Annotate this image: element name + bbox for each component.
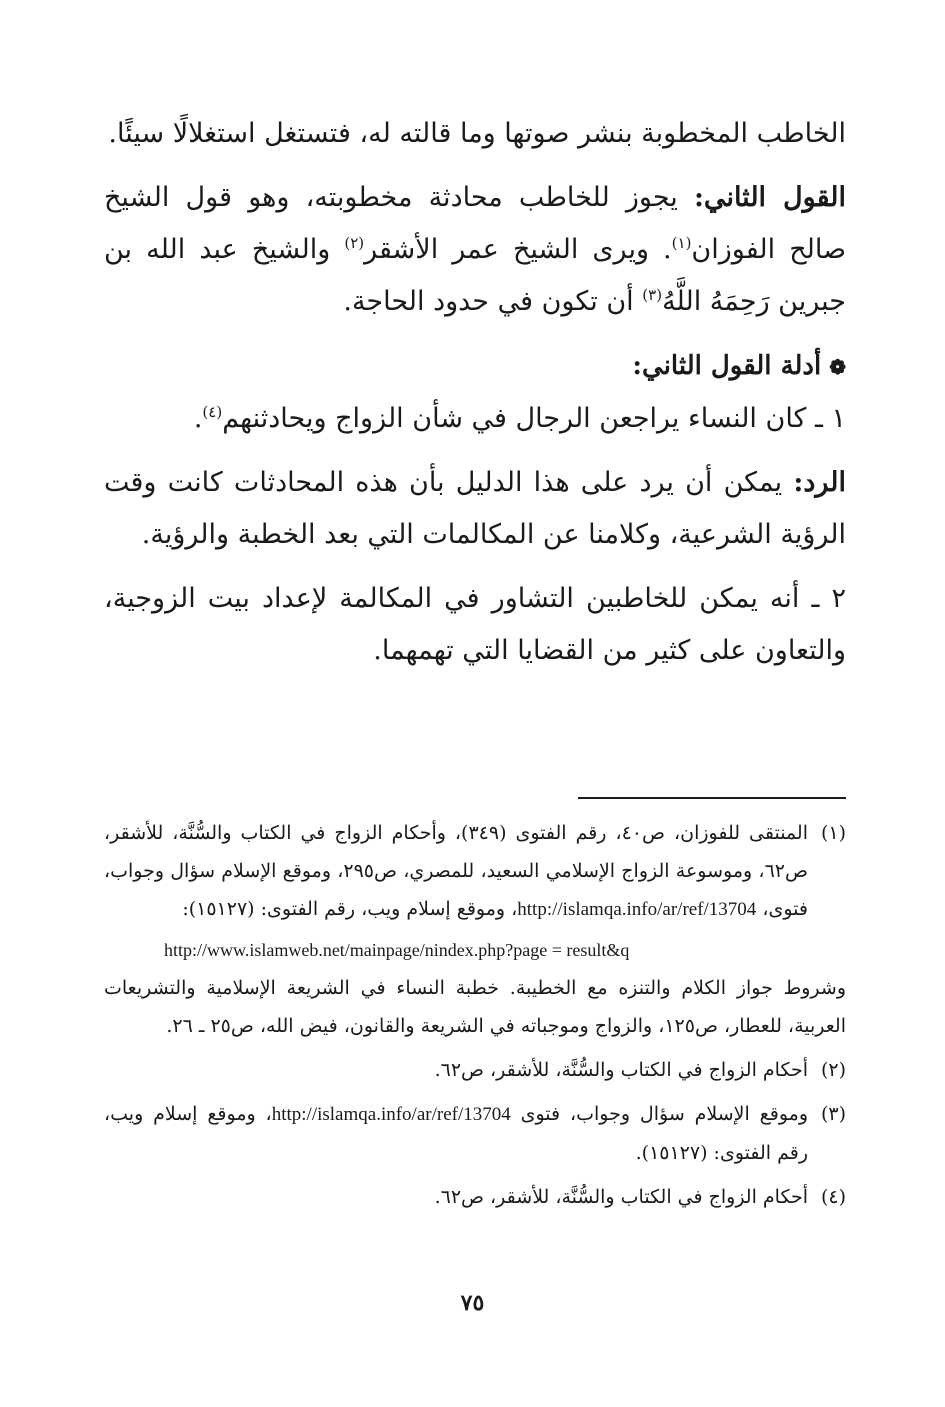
footnote-3-part-b: ، وموقع إسلام ويب، رقم الفتوى: (١٥١٢٧). xyxy=(104,1103,808,1164)
evidence-item-1-text: ١ ـ كان النساء يراجعن الرجال في شأن الزواج ويحادثنهم xyxy=(222,403,846,434)
footnote-ref-4[interactable]: (٤) xyxy=(202,403,223,421)
paragraph-2-part-d: أن تكون في حدود الحاجة. xyxy=(343,286,643,317)
footnote-1-part-a: المنتقى للفوزان، ص٤٠، رقم الفتوى (٣٤٩)، وأحكام الزواج في الكتاب والسُّنَّة، للأشقر، ص٦٢، وموسوعة الزواج الإسلامي السعيد، للمصري، ص٢٩٥، وموقع الإسلام سؤال وجواب، فتوى، xyxy=(104,822,808,920)
paragraph-1-text: الخاطب المخطوبة بنشر صوتها وما قالته له، فتستغل استغلالًا سيئًا. xyxy=(108,118,846,149)
paragraph-2-part-a: يجوز للخاطب محادثة مخطوبته، وهو قول الشيخ صالح الفوزان xyxy=(104,182,846,265)
footnote-ref-1[interactable]: (١) xyxy=(671,234,692,252)
evidence-item-1-end: . xyxy=(193,403,203,434)
reply-paragraph xyxy=(104,457,846,561)
footnote-1 xyxy=(104,814,846,929)
footnote-2-text: أحكام الزواج في الكتاب والسُّنَّة، للأشقر، ص٦٢. xyxy=(434,1059,808,1081)
paragraph-1 xyxy=(104,108,846,160)
footnote-ref-2[interactable]: (٢) xyxy=(344,234,365,252)
paragraph-2-part-b: . ويرى الشيخ عمر الأشقر xyxy=(364,234,672,265)
footnote-ref-3[interactable]: (٣) xyxy=(642,286,663,304)
evidence-item-2-text: ٢ ـ أنه يمكن للخاطبين التشاور في المكالمة لإعداد بيت الزوجية، والتعاون على كثير من القضايا التي تهمهما. xyxy=(104,583,846,666)
footnote-1-link-2[interactable]: http://www.islamweb.net/mainpage/nindex.php?page = result&q xyxy=(164,940,630,960)
footnote-2-number: (٢) xyxy=(820,1059,846,1081)
paragraph-2-part-c: والشيخ عبد الله بن جبرين رَحِمَهُ اللَّهُ xyxy=(104,234,846,317)
footnote-3 xyxy=(104,1095,846,1172)
footnote-1-continued: وشروط جواز الكلام والتنزه مع الخطيبة. خطبة النساء في الشريعة الإسلامية والتشريعات العربية، للعطار، ص١٢٥، والزواج وموجباته في الشريعة والقانون، فيض الله، ص٢٥ ـ ٢٦. xyxy=(104,977,846,1037)
paragraph-2 xyxy=(104,172,846,328)
footnote-1-part-b: ، وموقع إسلام ويب، رقم الفتوى: (١٥١٢٧): xyxy=(182,898,518,920)
footnote-3-part-a: وموقع الإسلام سؤال وجواب، فتوى xyxy=(510,1103,808,1125)
footnote-4-number: (٤) xyxy=(820,1186,846,1208)
main-text xyxy=(104,108,846,1208)
footnote-1-link-1[interactable]: http://islamqa.info/ar/ref/13704 xyxy=(517,899,757,920)
reply-term: الرد: xyxy=(793,467,846,498)
evidence-item-2 xyxy=(104,573,846,677)
footnote-3-link[interactable]: http://islamqa.info/ar/ref/13704 xyxy=(271,1104,511,1125)
reply-text: يمكن أن يرد على هذا الدليل بأن هذه المحادثات كانت وقت الرؤية الشرعية، وكلامنا عن المكالمات التي بعد الخطبة والرؤية. xyxy=(104,467,846,550)
ornament-bullet-icon: ❁ xyxy=(829,355,846,379)
section-heading xyxy=(104,340,846,393)
footnote-1-number: (١) xyxy=(820,822,846,844)
footnote-4-text: أحكام الزواج في الكتاب والسُّنَّة، للأشقر، ص٦٢. xyxy=(434,1186,808,1208)
footnote-3-number: (٣) xyxy=(820,1103,846,1125)
footnote-1-text xyxy=(104,814,808,929)
footnote-divider xyxy=(578,797,846,799)
footnotes xyxy=(104,814,846,1222)
evidence-item-1 xyxy=(104,393,846,445)
footnote-4 xyxy=(104,1178,846,1216)
second-opinion-term: القول الثاني: xyxy=(693,182,846,213)
page-number: ٧٥ xyxy=(460,1290,485,1316)
section-heading-text: أدلة القول الثاني: xyxy=(632,351,822,381)
footnote-3-text xyxy=(104,1095,808,1172)
footnote-2 xyxy=(104,1051,846,1089)
